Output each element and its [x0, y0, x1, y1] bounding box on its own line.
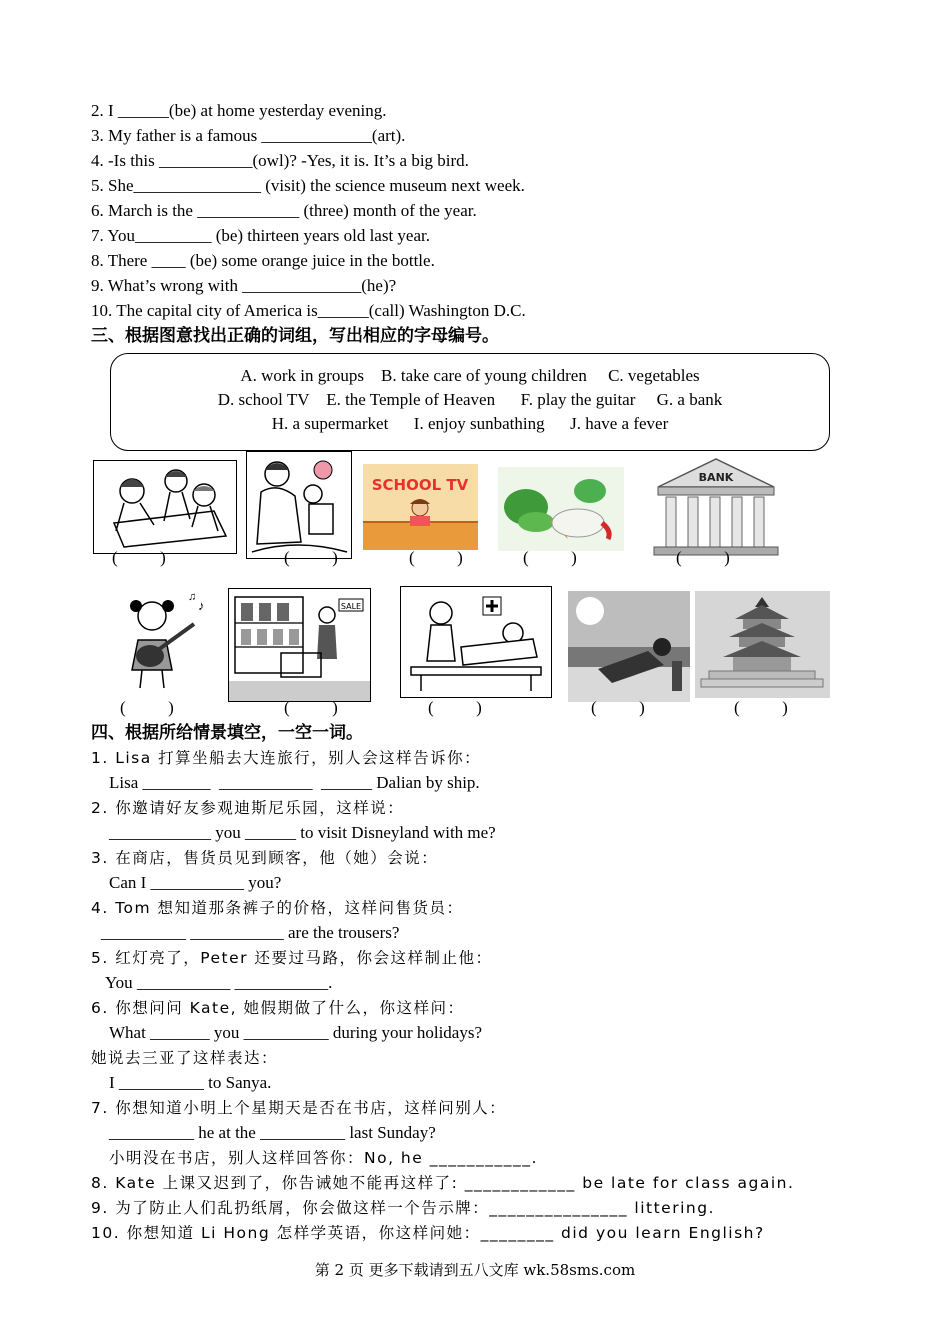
- answer-blank[interactable]: ( ): [112, 548, 166, 567]
- page-footer: 第 2 页 更多下载请到五八文库 wk.58sms.com: [314, 1261, 636, 1279]
- answer-blank[interactable]: ( ): [734, 698, 788, 717]
- picture-enjoy-sunbathing: [568, 591, 690, 702]
- sale-sign: SALE: [340, 602, 362, 611]
- bank-sign: BANK: [698, 471, 734, 484]
- answer-line: Can I ___________ you?: [109, 873, 282, 892]
- question-prompt: 1. Lisa 打算坐船去大连旅行，别人会这样告诉你：: [91, 749, 482, 767]
- options-row: A. work in groups B. take care of young children C. vegetables: [240, 366, 700, 385]
- question-line: 4. -Is this ___________(owl)? -Yes, it is. It’s a big bird.: [91, 151, 469, 170]
- picture-play-guitar: [112, 588, 212, 694]
- question-line: 5. She_______________ (visit) the science museum next week.: [91, 176, 525, 195]
- answer-blank[interactable]: ( ): [428, 698, 482, 717]
- question-line: 7. You_________ (be) thirteen years old last year.: [91, 226, 430, 245]
- answer-line: __________ he at the __________ last Sunday?: [109, 1123, 436, 1142]
- question-prompt: 3. 在商店，售货员见到顾客，他（她）会说：: [91, 849, 439, 867]
- answer-line: What _______ you __________ during your holidays?: [109, 1023, 483, 1042]
- question-line: 8. There ____ (be) some orange juice in the bottle.: [91, 251, 435, 270]
- picture-have-a-fever: [400, 586, 552, 698]
- answer-blank[interactable]: ( ): [591, 698, 645, 717]
- question-prompt: 4. Tom 想知道那条裤子的价格，这样问售货员：: [91, 899, 464, 917]
- picture-school-tv: [363, 464, 478, 550]
- question-line: 6. March is the ____________ (three) month of the year.: [91, 201, 477, 220]
- section-3-title: 三、根据图意找出正确的词组，写出相应的字母编号。: [91, 326, 499, 346]
- answer-blank[interactable]: ( ): [120, 698, 174, 717]
- question-prompt: 小明没在书店，别人这样回答你：No, he ___________.: [109, 1149, 538, 1167]
- section-4-title: 四、根据所给情景填空，一空一词。: [91, 723, 363, 743]
- options-row: D. school TV E. the Temple of Heaven F. play the guitar G. a bank: [217, 390, 723, 409]
- picture-work-in-groups: [93, 460, 237, 554]
- svg-text:♪: ♪: [198, 598, 205, 613]
- picture-vegetables: [498, 467, 624, 551]
- options-box: [110, 353, 830, 451]
- answer-line: __________ ___________ are the trousers?: [101, 923, 400, 942]
- svg-text:♫: ♫: [188, 591, 197, 603]
- picture-temple-of-heaven: [695, 591, 830, 698]
- question-prompt: 9. 为了防止人们乱扔纸屑，你会做这样一个告示牌：_______________ littering.: [91, 1199, 715, 1217]
- question-prompt: 她说去三亚了这样表达：: [91, 1049, 279, 1067]
- answer-blank[interactable]: ( ): [523, 548, 577, 567]
- school-tv-sign: SCHOOL TV: [371, 476, 469, 494]
- answer-blank[interactable]: ( ): [676, 548, 730, 567]
- answer-line: You ___________ ___________.: [105, 973, 333, 992]
- question-prompt: 7. 你想知道小明上个星期天是否在书店，这样问别人：: [91, 1099, 507, 1117]
- question-prompt: 5. 红灯亮了，Peter 还要过马路，你会这样制止他：: [91, 949, 493, 967]
- answer-blank[interactable]: ( ): [409, 548, 463, 567]
- question-line: 3. My father is a famous _____________(art).: [91, 126, 406, 145]
- question-prompt: 8. Kate 上课又迟到了，你告诫她不能再这样了: ____________ be late for class again.: [91, 1174, 795, 1192]
- question-prompt: 2. 你邀请好友参观迪斯尼乐园，这样说：: [91, 799, 405, 817]
- options-row: H. a supermarket I. enjoy sunbathing J. have a fever: [271, 414, 669, 433]
- answer-blank[interactable]: ( ): [284, 698, 338, 717]
- picture-take-care-of-children: [246, 451, 352, 559]
- answer-line: I __________ to Sanya.: [109, 1073, 272, 1092]
- question-prompt: 10. 你想知道 Li Hong 怎样学英语，你这样问她：________ did you learn English?: [91, 1224, 765, 1242]
- picture-bank: [648, 453, 784, 563]
- answer-line: ____________ you ______ to visit Disneyland with me?: [109, 823, 496, 842]
- answer-blank[interactable]: ( ): [284, 548, 338, 567]
- answer-line: Lisa ________ ___________ ______ Dalian by ship.: [109, 773, 480, 792]
- question-line: 10. The capital city of America is______(call) Washington D.C.: [91, 301, 526, 320]
- question-line: 2. I ______(be) at home yesterday evening.: [91, 101, 387, 120]
- picture-supermarket: [228, 588, 371, 702]
- question-line: 9. What’s wrong with ______________(he)?: [91, 276, 397, 295]
- question-prompt: 6. 你想问问 Kate, 她假期做了什么，你这样问：: [91, 999, 465, 1017]
